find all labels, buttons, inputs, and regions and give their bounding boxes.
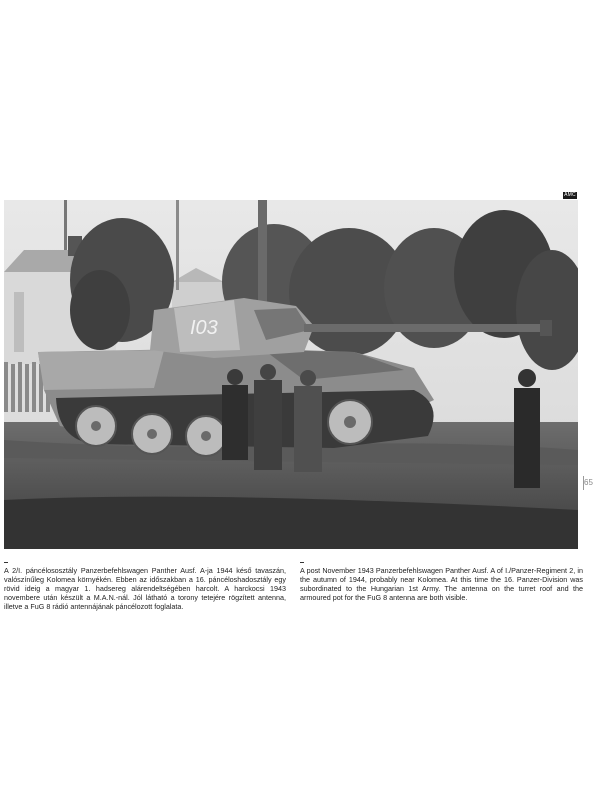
caption-marker xyxy=(4,562,8,563)
main-gun xyxy=(304,324,544,332)
caption-english xyxy=(300,562,583,603)
caption-hungarian-text: A 2/I. páncélososztály Panzerbefehlswagen Panther Ausf. A-ja 1944 késő tavaszán, valószínűleg Kolomea környékén. Ebben az időszakban a 16. páncéloshadosztály egy rövid ideig a magyar 1. hadsereg alárendeltségében harcolt. A harckocsi 1943 novembere után készült a M.A.N.-nál. Jól látható a torony tetejére rögzített antenna, illetve a FuG 8 rádió antennájának páncélozott foglalata. xyxy=(4,566,286,611)
tank-photograph xyxy=(4,200,578,549)
caption-hungarian xyxy=(4,562,286,612)
publisher-tag: AMC xyxy=(564,192,576,198)
turret-number: I03 xyxy=(190,317,218,339)
caption-english-text: A post November 1943 Panzerbefehlswagen Panther Ausf. A of I./Panzer-Regiment 2, in the autumn of 1944, probably near Kolomea. At this time the 16. Panzer-Division was subordinated to the Hungarian 1st Army. The antenna on the turret roof and the armoured pot for the FuG 8 antenna are both visible. xyxy=(300,566,583,602)
page-number: 65 xyxy=(584,478,593,487)
caption-marker xyxy=(300,562,304,563)
